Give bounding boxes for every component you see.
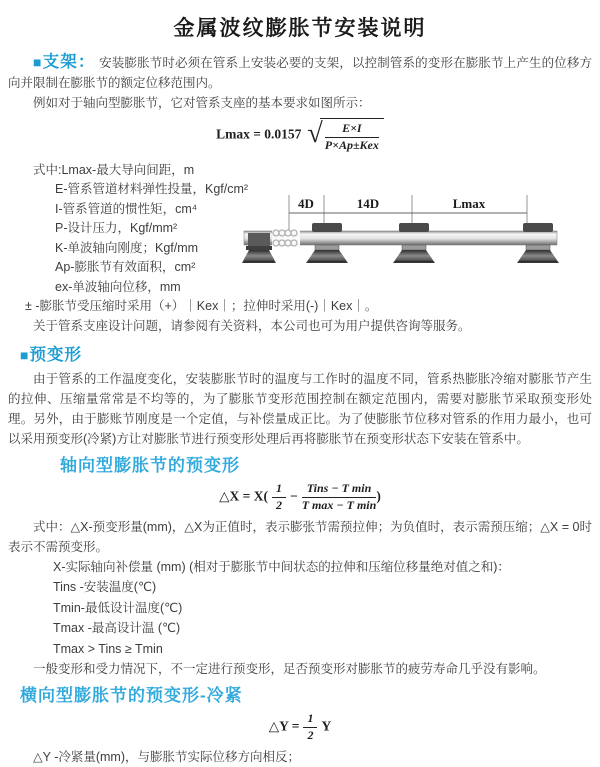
definitions-and-diagram <box>8 161 592 337</box>
predeform-paragraph: 由于管系的工作温度变化，安装膨胀节时的温度与工作时的温度不同，管系热膨胀冷缩对膨胀节产生的拉伸、压缩量常常是不均等的，为了膨胀节变形范围控制在额定范围内，需要对膨胀节采取预变形处理。另外，由于膨账节刚度是一个定值，与补偿量成正比。为了使膨胀节位移对管系的作用力最小，也可以采用预变形(冷紧)方让对膨胀节进行预变形处理后再将膨胀节在预变形状态下安装在管系中。 <box>8 372 592 447</box>
consult-note: 关于管系支座设计问题，请参阅有关资料，本公司也可为用户提供咨询等服务。 <box>33 318 471 333</box>
half-denominator: 2 <box>276 497 282 512</box>
lateral-subheading: 横向型膨胀节的预变形-冷紧 <box>20 686 243 706</box>
predeform-section-title: 预变形 <box>29 346 82 365</box>
support-section-heading <box>33 53 96 71</box>
half-denominator: 2 <box>307 727 314 742</box>
axial-item: Tmin-最低设计温度(℃) <box>53 600 183 615</box>
definition-line: ex-单波轴向位移，mm <box>55 279 181 294</box>
half-numerator: 1 <box>272 482 286 498</box>
formula-rhs: ) <box>376 488 381 504</box>
bellows-icon <box>272 230 300 246</box>
axial-item: Tmax -最高设计温 (℃) <box>53 621 181 636</box>
section-square-icon: ■ <box>33 54 42 70</box>
axial-predeform-formula <box>8 482 592 513</box>
pipe-support-diagram <box>242 183 592 293</box>
support-intro-text: 安装膨胀节时必须在管系上安装必要的支架，以控制管系的变形在膨胀节上产生的位移方向并限制在膨胀节的额定位移范围内。 <box>8 56 592 90</box>
lateral-predeform-formula <box>8 712 592 743</box>
minus-sign: − <box>290 488 298 504</box>
formula-lhs: Lmax = 0.0157 <box>216 126 302 142</box>
axial-note: 一般变形和受力情况下，不一定进行预变形，足否预变形对膨胀节的疲劳寿命几乎没有影响。 <box>33 662 546 677</box>
dim-label-4d: 4D <box>298 195 314 211</box>
support-example-line: 例如对于轴向型膨胀节，它对管系支座的基本要求如图所示： <box>33 96 371 110</box>
temp-denominator: T max − T min <box>301 497 377 512</box>
formula-rhs: Y <box>321 718 332 734</box>
formula-denominator: P×Ap±Kex <box>324 137 379 152</box>
axial-item: Tins -安装温度(℃) <box>53 580 157 595</box>
page-title: 金属波纹膨胀节安装说明 <box>173 17 427 40</box>
guide-spacing-formula <box>8 118 592 153</box>
definition-line: K-单波轴向刚度；Kgf/mm <box>55 240 199 255</box>
axial-explain-paragraph: 式中：△X-预变形量(mm)，△X为正值时，表示膨张节需预拉伸；为负值时，表示需预压缩；△X = 0时表示不需预变形。 <box>8 519 592 554</box>
radical-sign-icon: √ <box>307 118 323 149</box>
axial-item: Tmax > Tins ≥ Tmin <box>53 641 163 656</box>
formula-lhs: △X = X( <box>219 488 268 504</box>
definition-line: Ap-膨胀节有效面积，cm² <box>55 260 196 275</box>
lateral-note: △Y -冷紧量(mm)，与膨胀节实际位移方向相反； <box>33 749 301 764</box>
axial-item: X-实际轴向补偿量 (mm) (相对于膨胀节中间状态的拉伸和压缩位移量绝对值之和)： <box>53 559 510 574</box>
dim-label-lmax: Lmax <box>452 195 486 211</box>
definition-line: P-设计压力，Kgf/mm² <box>55 221 178 236</box>
axial-subheading: 轴向型膨胀节的预变形 <box>60 456 240 476</box>
dim-label-14d: 14D <box>356 195 380 211</box>
support-section-title: 支架： <box>42 53 96 71</box>
formula-lhs: △Y = <box>268 718 300 734</box>
formula-numerator: E×I <box>325 122 379 138</box>
definition-line: E-管系管道材料弹性投量，Kgf/cm² <box>55 182 249 197</box>
definition-line: I-管系管道的惯性矩，cm⁴ <box>55 201 198 216</box>
half-numerator: 1 <box>303 712 317 728</box>
support-intro-paragraph <box>8 52 592 93</box>
plus-minus-note: ± -膨胀节受压缩时采用（+）｜Kex｜；拉伸时采用(-)｜Kex｜。 <box>25 299 378 314</box>
temp-numerator: Tins − T min <box>302 482 377 498</box>
predeform-section-heading <box>8 344 592 367</box>
section-square-icon: ■ <box>20 347 29 364</box>
definition-line: 式中:Lmax-最大导向间距，m <box>33 162 195 177</box>
